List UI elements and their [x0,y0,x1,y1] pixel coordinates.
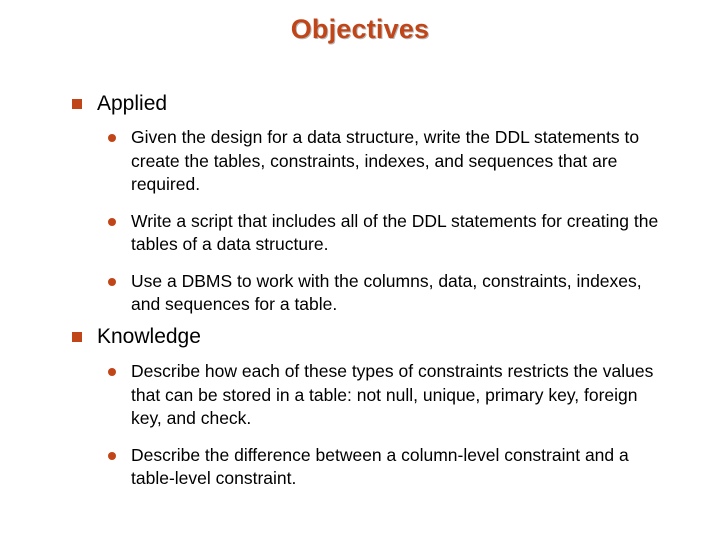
section-applied [72,92,167,116]
round-bullet-icon [108,368,116,376]
list-item [103,210,663,257]
list-item [103,126,663,197]
objective-text: Given the design for a data structure, write the DDL statements to create the tables, constraints, indexes, and sequences that are required. [131,127,640,194]
objective-text: Write a script that includes all of the DDL statements for creating the tables of a data structure. [131,210,659,254]
round-bullet-icon [108,134,116,142]
section-knowledge [72,325,201,349]
objective-text: Describe how each of these types of constraints restricts the values that can be stored in a table: not null, unique, primary key, foreign key, and check. [131,361,654,428]
knowledge-objectives-list [103,360,663,504]
slide-title: Objectives [290,14,430,44]
square-bullet-icon [72,99,82,109]
square-bullet-icon [72,332,82,342]
objective-text: Describe the difference between a column-level constraint and a table-level constraint. [131,444,629,488]
round-bullet-icon [108,278,116,286]
objective-text: Use a DBMS to work with the columns, data, constraints, indexes, and sequences for a table. [131,270,642,314]
list-item [103,360,663,431]
round-bullet-icon [108,452,116,460]
section-heading-knowledge: Knowledge [97,325,201,348]
section-heading-applied: Applied [97,92,168,115]
list-item [103,444,663,491]
applied-objectives-list [103,126,663,330]
round-bullet-icon [108,218,116,226]
list-item [103,270,663,317]
